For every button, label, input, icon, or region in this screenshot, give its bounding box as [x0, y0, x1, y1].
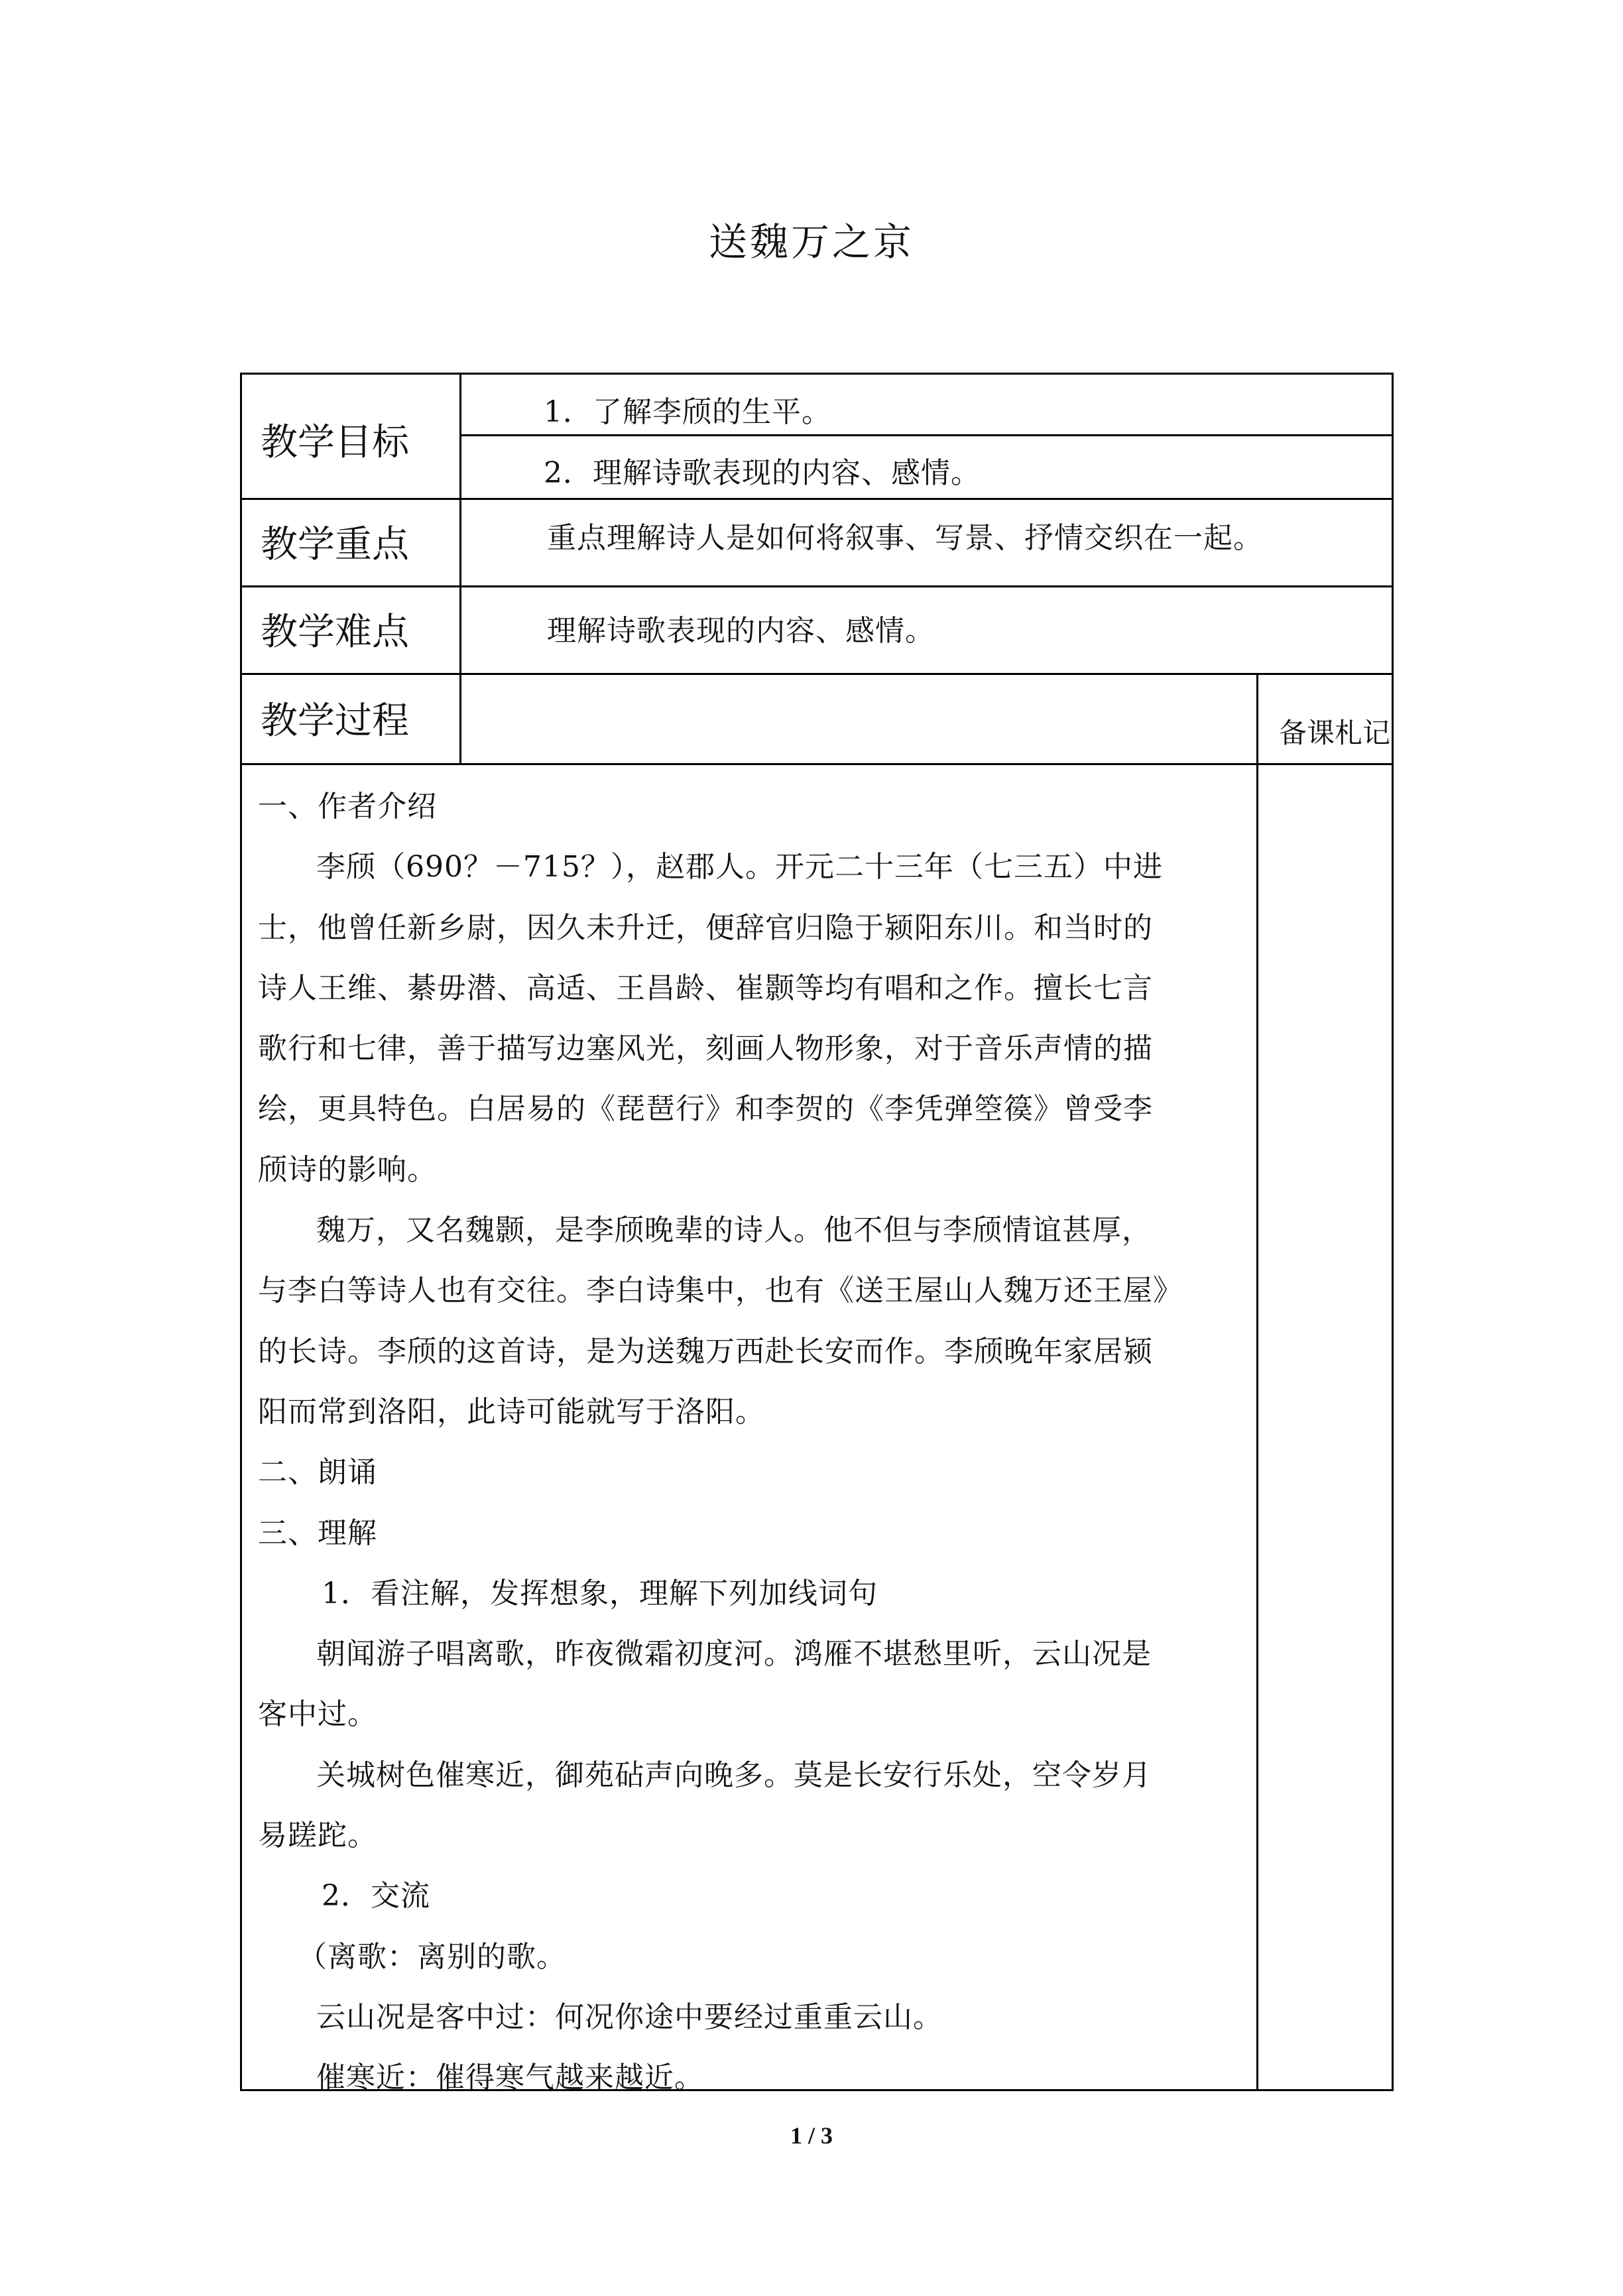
section-heading: 三、理解	[258, 1516, 377, 1550]
poem-line: 易蹉跎。	[258, 1819, 377, 1853]
process-label: 教学过程	[261, 699, 409, 743]
poem-line: 朝闻游子唱离歌，昨夜微霜初度河。鸿雁不堪愁里听，云山况是	[316, 1637, 1152, 1671]
paragraph-line: 与李白等诗人也有交往。李白诗集中，也有《送王屋山人魏万还王屋》	[258, 1274, 1183, 1308]
sub-heading: 2．交流	[322, 1879, 430, 1913]
annotation-line: 催寒近：催得寒气越来越近。	[316, 2061, 704, 2095]
paragraph-line: 阳而常到洛阳，此诗可能就写于洛阳。	[258, 1394, 765, 1429]
page-number: 1 / 3	[790, 2122, 833, 2149]
row-divider	[461, 434, 1394, 436]
paragraph-line: 李颀（690？－715？），赵郡人。开元二十三年（七三五）中进	[316, 850, 1163, 884]
document-title: 送魏万之京	[708, 219, 914, 265]
row-divider	[242, 498, 1394, 500]
objective-item: 1．了解李颀的生平。	[544, 395, 831, 429]
difficulties-label: 教学难点	[261, 611, 409, 654]
column-divider	[1256, 673, 1258, 2091]
section-heading: 二、朗诵	[258, 1455, 377, 1490]
row-divider	[242, 763, 1394, 765]
annotation-line: 云山况是客中过：何况你途中要经过重重云山。	[316, 2000, 943, 2034]
notes-label: 备课札记	[1279, 717, 1391, 749]
sub-heading: 1．看注解，发挥想象，理解下列加线词句	[322, 1576, 878, 1610]
key-points-text: 重点理解诗人是如何将叙事、写景、抒情交织在一起。	[547, 521, 1263, 555]
row-divider	[242, 673, 1394, 675]
paragraph-line: 士，他曾任新乡尉，因久未升迁，便辞官归隐于颍阳东川。和当时的	[258, 910, 1153, 945]
section-heading: 一、作者介绍	[258, 790, 437, 823]
objectives-label: 教学目标	[261, 421, 409, 464]
paragraph-line: 歌行和七律，善于描写边塞风光，刻画人物形象，对于音乐声情的描	[258, 1032, 1153, 1066]
poem-line: 关城树色催寒近，御苑砧声向晚多。莫是长安行乐处，空令岁月	[316, 1758, 1152, 1792]
paragraph-line: 诗人王维、綦毋潜、高适、王昌龄、崔颢等均有唱和之作。擅长七言	[258, 971, 1153, 1005]
column-divider	[459, 375, 461, 763]
difficulties-text: 理解诗歌表现的内容、感情。	[547, 614, 935, 648]
paragraph-line: 绘，更具特色。白居易的《琵琶行》和李贺的《李凭弹箜篌》曾受李	[258, 1092, 1153, 1126]
annotation-line: （离歌：离别的歌。	[298, 1939, 566, 1974]
paragraph-line: 魏万，又名魏颢，是李颀晚辈的诗人。他不但与李颀情谊甚厚，	[316, 1213, 1152, 1248]
key-points-label: 教学重点	[261, 523, 409, 566]
row-divider	[242, 585, 1394, 587]
lesson-plan-table	[240, 373, 1394, 2095]
paragraph-line: 的长诗。李颀的这首诗，是为送魏万西赴长安而作。李颀晚年家居颍	[258, 1334, 1153, 1368]
poem-line: 客中过。	[258, 1697, 377, 1732]
paragraph-line: 颀诗的影响。	[258, 1152, 437, 1187]
process-content	[258, 776, 1239, 2108]
objective-item: 2．理解诗歌表现的内容、感情。	[544, 456, 981, 490]
